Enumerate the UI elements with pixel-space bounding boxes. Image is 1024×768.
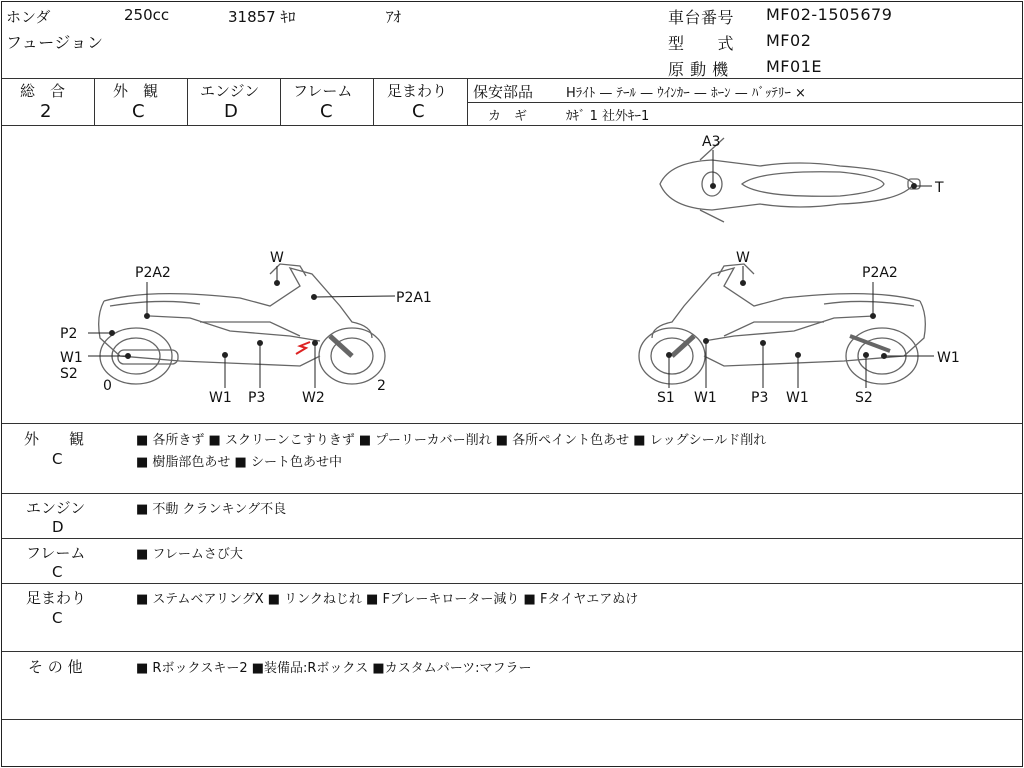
label-p2a1-left: P2A1 — [396, 290, 432, 306]
frame-number-label: 車台番号 — [668, 8, 735, 27]
scooter-top-view — [660, 138, 920, 222]
label-p2a2-left: P2A2 — [135, 265, 171, 281]
damage-diagram — [0, 126, 1024, 422]
divider — [2, 538, 1022, 539]
detail-grade: C — [52, 563, 63, 581]
detail-line: ■ ステムベアリングX ■ リンクねじれ ■ Fブレーキローター減り ■ Fタイヤエアぬけ — [136, 592, 639, 607]
label-p3-left: P3 — [248, 390, 266, 406]
safety-label: 保安部品 — [473, 83, 534, 101]
frame-grade: C — [320, 101, 333, 122]
divider — [187, 78, 188, 125]
divider — [2, 651, 1022, 652]
detail-line: ■ 各所きず ■ スクリーンこすりきず ■ プーリーカバー削れ ■ 各所ペイント色あせ ■ レッグシールド削れ — [136, 433, 767, 448]
mileage: 31857 ｷﾛ — [228, 8, 296, 26]
detail-label: 外 観 — [24, 430, 85, 448]
divider — [2, 583, 1022, 584]
divider — [280, 78, 281, 125]
divider — [2, 719, 1022, 720]
label-w-left-mirror: W — [270, 250, 284, 266]
label-p2a2-right: P2A2 — [862, 265, 898, 281]
label-s2-right: S2 — [855, 390, 873, 406]
label-w1-right-2: W1 — [786, 390, 809, 406]
divider — [373, 78, 374, 125]
suspension-label: 足まわり — [387, 82, 448, 100]
detail-line: ■ 樹脂部色あせ ■ シート色あせ中 — [136, 455, 342, 470]
overall-label: 総 合 — [20, 82, 66, 100]
overall-grade: 2 — [40, 101, 52, 122]
maker: ホンダ — [6, 8, 51, 26]
label-s1-right: S1 — [657, 390, 675, 406]
frame-label: フレーム — [293, 82, 353, 100]
divider — [2, 78, 1022, 79]
engine-label: エンジン — [200, 82, 260, 100]
safety-items: Hﾗｲﾄ — ﾃｰﾙ — ｳｲﾝｶｰ — ﾎｰﾝ — ﾊﾞｯﾃﾘｰ × — [566, 86, 806, 101]
label-two: 2 — [377, 378, 386, 394]
detail-label: エンジン — [26, 499, 86, 517]
type-value: MF02 — [766, 31, 812, 50]
scooter-left-side-view — [99, 264, 385, 384]
detail-label: 足まわり — [26, 589, 87, 607]
engine-model-label: 原 動 機 — [668, 60, 729, 79]
key-label: カ ギ — [488, 109, 528, 124]
label-t-top: T — [935, 180, 944, 196]
color: ｱｵ — [386, 8, 402, 26]
label-p3-right: P3 — [751, 390, 769, 406]
label-a3-top: A3 — [702, 134, 721, 150]
type-label: 型 式 — [668, 34, 735, 53]
detail-label: フレーム — [26, 544, 86, 562]
divider — [2, 493, 1022, 494]
label-w1-left-front: W1 — [60, 350, 83, 366]
engine-grade: D — [224, 101, 238, 122]
detail-line: ■ Rボックスキー2 ■装備品:Rボックス ■カスタムパーツ:マフラー — [136, 661, 532, 676]
scooter-right-side-view — [639, 264, 925, 384]
frame-number: MF02-1505679 — [766, 5, 893, 24]
suspension-grade: C — [412, 101, 425, 122]
displacement: 250cc — [124, 6, 170, 24]
damage-mark — [296, 342, 310, 354]
detail-grade: D — [52, 518, 64, 536]
detail-label: そ の 他 — [28, 658, 83, 676]
label-s2-left: S2 — [60, 366, 78, 382]
label-w-right-mirror: W — [736, 250, 750, 266]
divider — [468, 102, 1022, 103]
model-name: フュージョン — [6, 33, 104, 52]
divider — [94, 78, 95, 125]
exterior-label: 外 観 — [113, 82, 159, 100]
detail-grade: C — [52, 450, 63, 468]
exterior-grade: C — [132, 101, 145, 122]
detail-line: ■ フレームさび大 — [136, 547, 243, 562]
key-value: ｶｷﾞ 1 社外ｷｰ1 — [566, 109, 650, 124]
label-zero: 0 — [103, 378, 112, 394]
engine-model-value: MF01E — [766, 57, 822, 76]
label-w2-left: W2 — [302, 390, 325, 406]
label-w1-right-rear: W1 — [937, 350, 960, 366]
detail-grade: C — [52, 609, 63, 627]
divider — [467, 78, 468, 125]
label-p2-left: P2 — [60, 326, 78, 342]
label-w1-left: W1 — [209, 390, 232, 406]
divider — [2, 423, 1022, 424]
label-w1-right: W1 — [694, 390, 717, 406]
detail-line: ■ 不動 クランキング不良 — [136, 502, 287, 517]
